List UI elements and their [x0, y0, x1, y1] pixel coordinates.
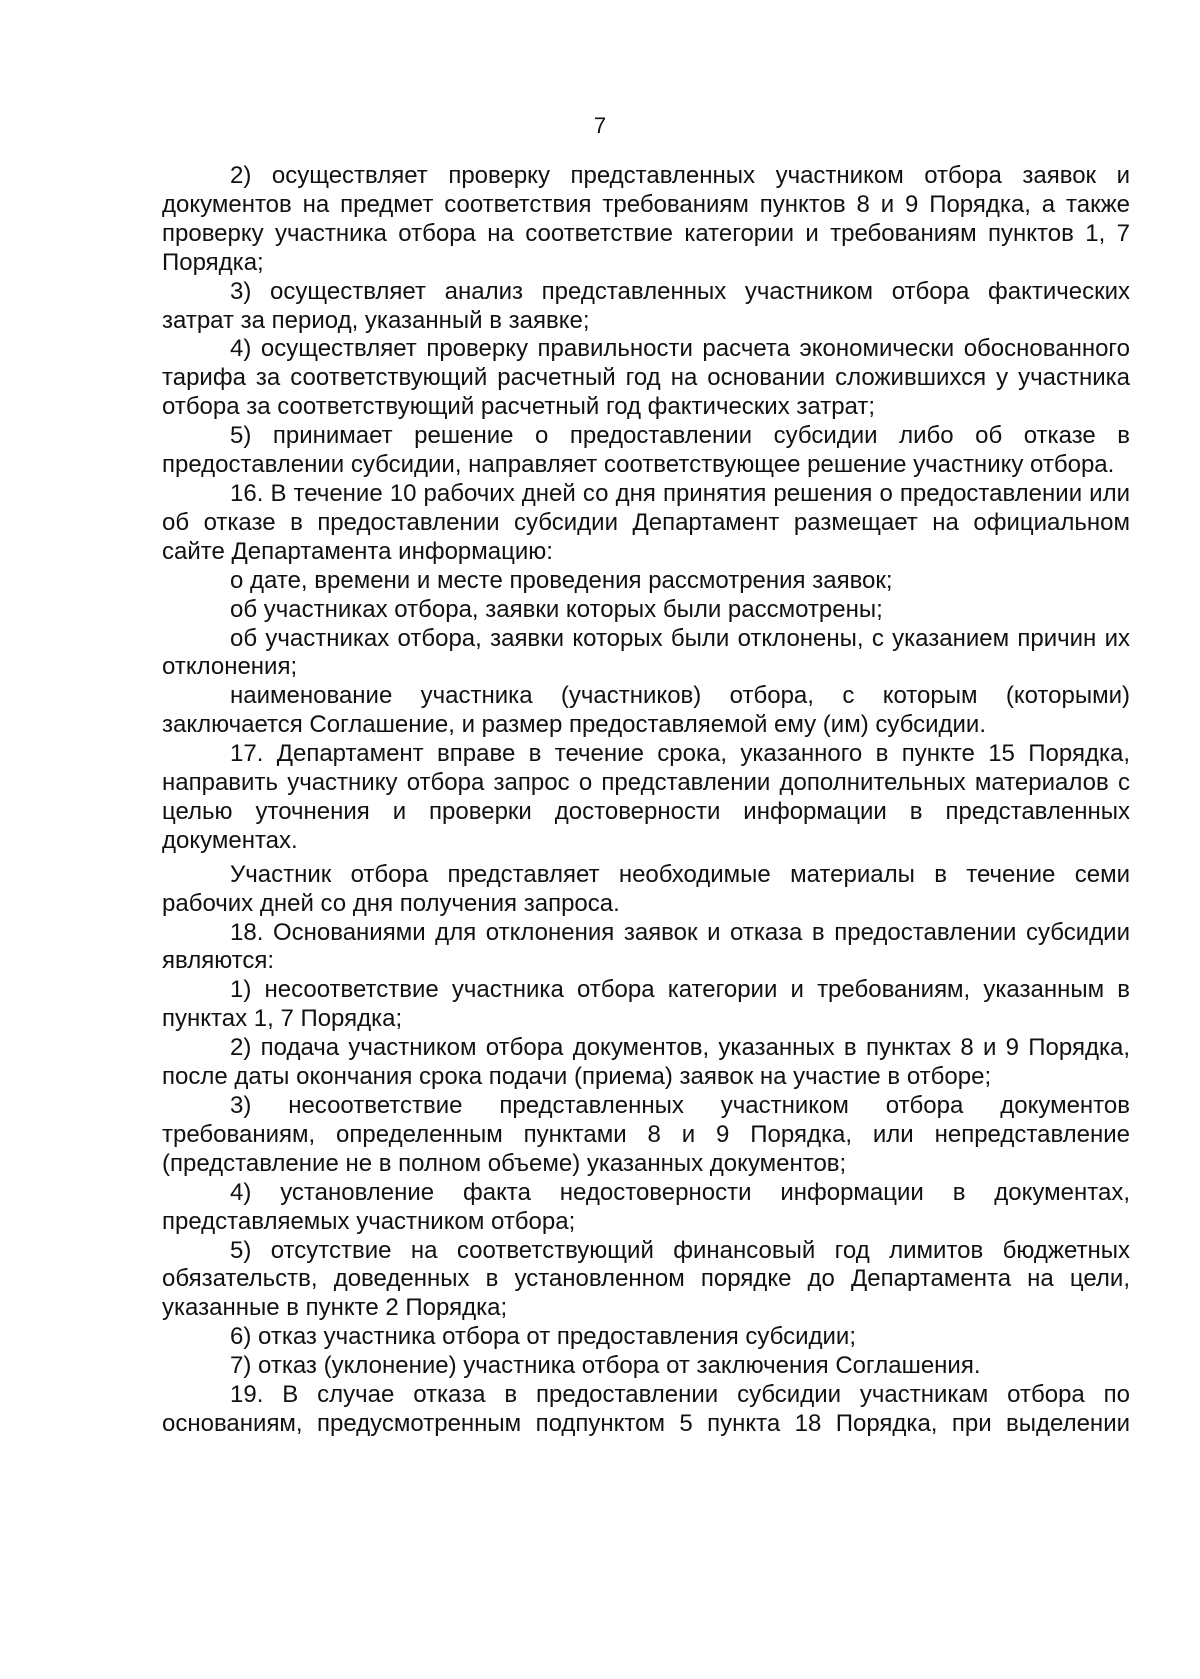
paragraph-clause-18-item-5: 5) отсутствие на соответствующий финансовый год лимитов бюджетных обязательств, доведенных в установленном порядке до Департамента на цели, указанные в пункте 2 Порядка; — [162, 1236, 1130, 1322]
paragraph-item-5-decision: 5) принимает решение о предоставлении субсидии либо об отказе в предоставлении субсидии, направляет соответствующее решение участнику отбора. — [162, 422, 1130, 479]
document-body — [162, 162, 1130, 1439]
paragraph-clause-18-item-6: 6) отказ участника отбора от предоставления субсидии; — [230, 1323, 856, 1351]
paragraph-clause-17-materials: Участник отбора представляет необходимые материалы в течение семи рабочих дней со дня получения запроса. — [162, 860, 1130, 917]
paragraph-clause-17: 17. Департамент вправе в течение срока, указанного в пункте 15 Порядка, направить участнику отбора запрос о представлении дополнительных материалов с целью уточнения и проверки достоверности информации в представленных документах. — [162, 740, 1130, 854]
paragraph-clause-18-item-7: 7) отказ (уклонение) участника отбора от заключения Соглашения. — [230, 1352, 981, 1380]
paragraph-clause-16: 16. В течение 10 рабочих дней со дня принятия решения о предоставлении или об отказе в предоставлении субсидии Департамент размещает на официальном сайте Департамента информацию: — [162, 479, 1130, 565]
paragraph-item-4-tariff: 4) осуществляет проверку правильности расчета экономически обоснованного тарифа за соответствующий расчетный год на основании сложившихся у участника отбора за соответствующий расчетный год фактических затрат; — [162, 335, 1130, 421]
paragraph-clause-16-reviewed: об участниках отбора, заявки которых были рассмотрены; — [230, 595, 883, 623]
paragraph-clause-18-item-2: 2) подача участником отбора документов, указанных в пунктах 8 и 9 Порядка, после даты окончания срока подачи (приема) заявок на участие в отборе; — [162, 1034, 1130, 1091]
page-number: 7 — [593, 113, 607, 138]
paragraph-clause-16-date: о дате, времени и месте проведения рассмотрения заявок; — [230, 566, 893, 594]
paragraph-clause-18-item-4: 4) установление факта недостоверности информации в документах, представляемых участником отбора; — [162, 1178, 1130, 1235]
paragraph-clause-19: 19. В случае отказа в предоставлении субсидии участникам отбора по основаниям, предусмотренным подпунктом 5 пункта 18 Порядка, при выделении — [162, 1381, 1130, 1437]
paragraph-clause-18: 18. Основаниями для отклонения заявок и отказа в предоставлении субсидии являются: — [162, 918, 1130, 975]
paragraph-clause-16-agreement: наименование участника (участников) отбора, с которым (которыми) заключается Соглашение, и размер предоставляемой ему (им) субсидии. — [162, 682, 1130, 739]
paragraph-clause-18-item-3: 3) несоответствие представленных участником отбора документов требованиям, определенным пунктами 8 и 9 Порядка, или непредставление (представление не в полном объеме) указанных документов; — [162, 1092, 1130, 1177]
paragraph-item-3-analysis: 3) осуществляет анализ представленных участником отбора фактических затрат за период, указанный в заявке; — [162, 277, 1130, 334]
paragraph-item-2-check: 2) осуществляет проверку представленных участником отбора заявок и документов на предмет соответствия требованиям пунктов 8 и 9 Порядка, а также проверку участника отбора на соответствие категории и требованиям пунктов 1, 7 Порядка; — [162, 162, 1130, 276]
paragraph-clause-18-item-1: 1) несоответствие участника отбора категории и требованиям, указанным в пунктах 1, 7 Порядка; — [162, 976, 1130, 1033]
paragraph-clause-16-rejected: об участниках отбора, заявки которых были отклонены, с указанием причин их отклонения; — [162, 624, 1130, 681]
